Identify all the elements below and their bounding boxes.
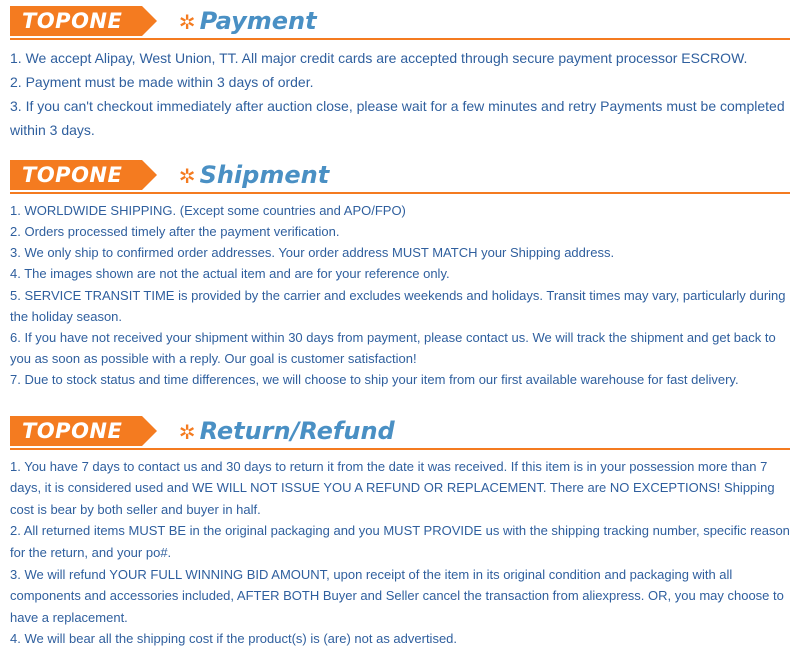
section-body-return-refund xyxy=(10,456,790,650)
header-rule-return-refund xyxy=(10,448,790,450)
section-title-payment xyxy=(179,6,317,37)
section-header-return-refund xyxy=(10,416,790,450)
policy-line: 1. You have 7 days to contact us and 30 days to return it from the date it was received. If this item is in your possession more than 7 days, it is considered used and WE WILL NOT ISSUE YOU A REFUND OR REPLACEMENT. There are NO EXCEPTIONS! Shipping cost is bear by both seller and buyer in half. xyxy=(10,458,775,517)
policy-line: 3. We will refund YOUR FULL WINNING BID AMOUNT, upon receipt of the item in its original condition and packaging with all components and accessories included, AFTER BOTH Buyer and Seller cancel the transaction from aliexpress. OR, you may choose to have a replacement. xyxy=(10,566,784,625)
policy-line: 1. We accept Alipay, West Union, TT. All major credit cards are accepted through secure payment processor ESCROW. xyxy=(10,50,748,66)
section-title-shipment xyxy=(179,160,329,191)
asterisk-icon: ✲ xyxy=(178,10,196,34)
brand-banner-return-refund: TOPONE xyxy=(10,416,142,446)
section-payment xyxy=(10,6,790,142)
header-rule-shipment xyxy=(10,192,790,194)
section-shipment xyxy=(10,160,790,389)
policy-line: 2. Payment must be made within 3 days of order. xyxy=(10,74,314,91)
asterisk-icon: ✲ xyxy=(178,164,196,189)
section-title-return-refund xyxy=(179,416,395,447)
section-title-text-shipment: Shipment xyxy=(199,161,330,190)
brand-banner-shipment: TOPONE xyxy=(10,160,142,190)
policy-line: 6. If you have not received your shipment within 30 days from payment, please contact us. We will track the shipment and get back to you as soon as possible with a reply. Our goal is customer satisfaction! xyxy=(10,329,776,366)
section-header-payment xyxy=(10,6,790,40)
policy-line: 7. Due to stock status and time differences, we will choose to ship your item from our first available warehouse for fast delivery. xyxy=(10,371,739,387)
section-header-shipment xyxy=(10,160,790,194)
policy-line: 2. Orders processed timely after the payment verification. xyxy=(10,224,340,240)
section-body-shipment xyxy=(10,200,790,389)
policy-line: 4. The images shown are not the actual item and are for your reference only. xyxy=(10,266,450,282)
section-title-text-payment: Payment xyxy=(199,7,317,35)
policy-line: 1. WORLDWIDE SHIPPING. (Except some countries and APO/FPO) xyxy=(10,203,406,219)
section-title-text-return-refund: Return/Refund xyxy=(199,416,395,445)
asterisk-icon: ✲ xyxy=(178,419,196,444)
section-body-payment xyxy=(10,46,790,142)
section-return-refund xyxy=(10,416,790,650)
policy-line: 4. We will bear all the shipping cost if the product(s) is (are) not as advertised. xyxy=(10,631,458,647)
policy-page xyxy=(0,6,800,647)
header-rule-payment xyxy=(10,38,790,40)
policy-line: 2. All returned items MUST BE in the original packaging and you MUST PROVIDE us with the shipping tracking number, specific reason for the return, and your po#. xyxy=(10,523,790,561)
brand-banner-payment: TOPONE xyxy=(10,6,142,36)
policy-line: 3. We only ship to confirmed order addresses. Your order address MUST MATCH your Shipping address. xyxy=(10,245,615,261)
policy-line: 3. If you can't checkout immediately after auction close, please wait for a few minutes and retry Payments must be completed within 3 days. xyxy=(10,98,785,139)
policy-line: 5. SERVICE TRANSIT TIME is provided by the carrier and excludes weekends and holidays. Transit times may vary, particularly during the holiday season. xyxy=(10,287,786,324)
